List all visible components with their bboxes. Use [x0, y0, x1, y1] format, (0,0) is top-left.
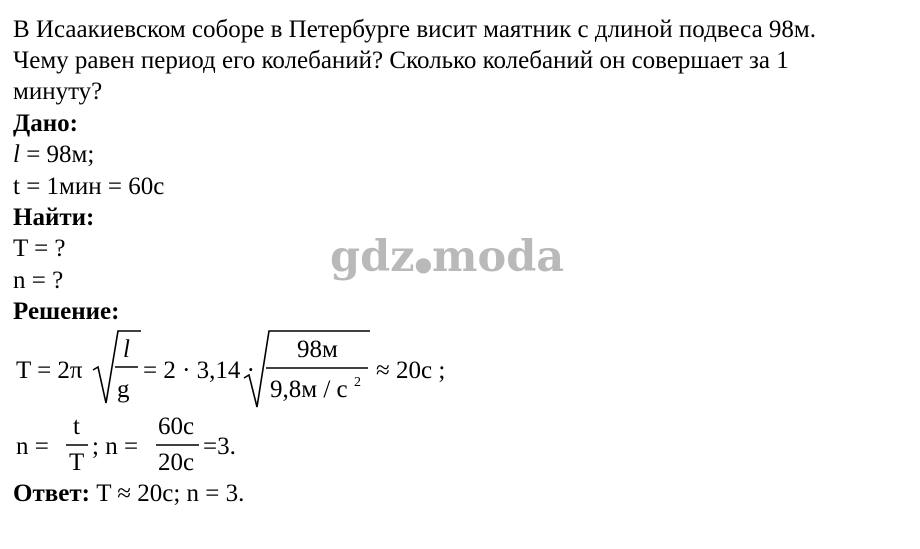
fraction-numerator: 98м	[297, 336, 338, 363]
problem-line-2: Чему равен период его колебаний? Сколько колебаний он совершает за 1	[13, 47, 789, 74]
given-length-value: = 98м;	[19, 141, 95, 168]
fraction-t-numerator: t	[73, 413, 80, 440]
watermark-dot: ●	[414, 252, 433, 276]
formula-count-lhs: n =	[16, 433, 49, 460]
given-length	[13, 139, 94, 170]
answer-line	[13, 478, 244, 509]
solution-heading: Решение:	[13, 298, 120, 325]
fraction-denominator: 9,8м / с	[270, 376, 348, 403]
problem-line-3: минуту?	[13, 78, 103, 105]
fraction-g-denominator: g	[117, 376, 130, 403]
answer-label: Ответ:	[13, 480, 90, 507]
formula-period-lhs: T = 2π	[16, 357, 83, 384]
formula-period	[0, 325, 920, 415]
fraction-T-denominator: T	[69, 449, 85, 476]
formula-count-mid: ; n =	[92, 433, 139, 460]
watermark-text-b: moda	[432, 232, 565, 282]
watermark	[330, 232, 564, 282]
formula-period-rhs: ≈ 20с ;	[376, 357, 446, 384]
formula-count	[0, 408, 920, 482]
fraction-denominator-exponent: 2	[354, 375, 361, 390]
formula-period-mid: = 2 · 3,14 ·	[143, 357, 255, 384]
fraction-60-numerator: 60с	[158, 413, 195, 440]
given-time: t = 1мин = 60с	[13, 173, 165, 200]
find-period: T = ?	[13, 235, 66, 262]
fraction-20-denominator: 20с	[158, 449, 195, 476]
find-heading: Найти:	[13, 204, 95, 231]
given-length-var: l	[13, 141, 20, 168]
find-count: n = ?	[13, 267, 64, 294]
formula-count-rhs: =3.	[203, 433, 236, 460]
answer-text: T ≈ 20с; n = 3.	[89, 480, 245, 507]
given-heading: Дано:	[13, 110, 78, 137]
fraction-l-numerator: l	[123, 336, 130, 363]
problem-line-1: В Исаакиевском соборе в Петербурге висит маятник с длиной подвеса 98м.	[13, 16, 817, 43]
watermark-text-a: gdz	[330, 232, 415, 282]
